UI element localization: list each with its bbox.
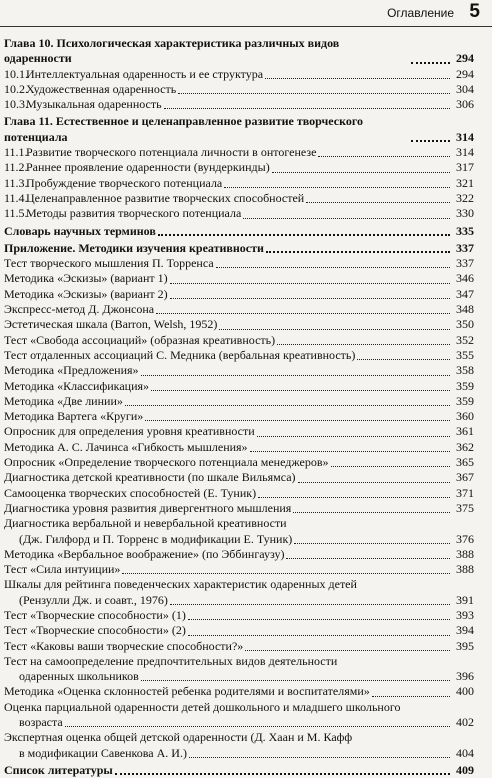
section-number: 11.3. <box>4 175 28 190</box>
dot-leader <box>372 696 450 697</box>
toc-section[interactable] <box>4 97 474 112</box>
dot-leader <box>331 466 450 467</box>
toc-page-number: 395 <box>456 638 474 653</box>
dot-leader <box>170 298 450 299</box>
toc-entry-title: Методика «Оценка склонностей ребенка родителями и воспитателями» <box>4 684 370 699</box>
dot-leader <box>243 218 450 219</box>
toc-page-number: 394 <box>456 623 474 638</box>
dot-leader <box>170 604 450 605</box>
toc-entry-title: Методика «Предложения» <box>4 363 139 378</box>
toc-entry-title: Тест «Сила интуиции» <box>4 562 121 577</box>
toc-page-number: 371 <box>456 485 474 500</box>
toc-entry-title: Тест «Творческие способности» (2) <box>4 623 186 638</box>
toc-item[interactable] <box>4 287 474 302</box>
dot-leader <box>141 375 450 376</box>
toc-item[interactable] <box>4 455 474 470</box>
toc-page-number: 393 <box>456 607 474 622</box>
toc-entry-title-continued: (Рензулли Дж. и соавт., 1976) <box>19 592 168 607</box>
toc-entry-title: Методика «Две линии» <box>4 393 123 408</box>
toc-page-number: 346 <box>456 271 474 286</box>
toc-entry-title: Шкалы для рейтинга поведенческих характеристик одаренных детей <box>4 577 357 592</box>
toc-section[interactable] <box>4 82 474 97</box>
toc-entry-title: Тест творческого мышления П. Торренса <box>4 256 214 271</box>
toc-page-number: 348 <box>456 302 474 317</box>
toc-item[interactable] <box>4 440 474 455</box>
toc-item[interactable] <box>4 409 474 424</box>
dot-leader <box>145 420 450 421</box>
toc-entry-title: Раннее проявление одаренности (вундеркинды) <box>26 160 270 175</box>
toc-item[interactable] <box>4 317 474 332</box>
toc-section[interactable] <box>4 206 474 221</box>
toc-entry-title: Список литературы <box>4 762 113 777</box>
dot-leader <box>318 156 450 157</box>
toc-item[interactable] <box>4 516 474 531</box>
toc-page-number: 388 <box>456 546 474 561</box>
dot-leader <box>188 635 450 636</box>
toc-page-number: 352 <box>456 332 474 347</box>
toc-entry-title: Эстетическая шкала (Barron, Welsh, 1952) <box>4 317 218 332</box>
toc-item[interactable] <box>4 623 474 638</box>
toc-entry-title: Опросник для определения уровня креативности <box>4 424 255 439</box>
toc-section[interactable] <box>4 160 474 175</box>
toc-page-number: 355 <box>456 347 474 362</box>
toc-item[interactable] <box>4 715 474 730</box>
dot-leader <box>293 512 450 513</box>
toc-page-number: 362 <box>456 439 474 454</box>
dot-leader <box>219 329 450 330</box>
toc-item[interactable] <box>4 256 474 271</box>
toc-entry-title: Методика А. С. Лачинса «Гибкость мышления» <box>4 439 248 454</box>
toc-entry-title: Тест на самоопределение предпочтительных видов деятельности <box>4 653 338 668</box>
toc-section[interactable] <box>4 176 474 191</box>
toc-page-number: 376 <box>456 531 474 546</box>
toc-page-number: 304 <box>456 81 474 96</box>
toc-entry-title: Методика «Эскизы» (вариант 2) <box>4 286 168 301</box>
running-title: Оглавление <box>387 6 454 20</box>
dot-leader <box>156 313 450 314</box>
toc-item[interactable] <box>4 424 474 439</box>
dot-leader <box>411 62 450 64</box>
toc-entry-title: Словарь научных терминов <box>4 223 156 238</box>
toc-section[interactable] <box>4 145 474 160</box>
dot-leader <box>151 390 450 391</box>
dot-leader <box>189 757 450 758</box>
toc-page-number: 335 <box>456 223 474 238</box>
dot-leader <box>411 140 450 142</box>
toc-item[interactable] <box>4 363 474 378</box>
toc-item[interactable] <box>4 608 474 623</box>
toc-section[interactable] <box>4 67 474 82</box>
toc-page-number: 294 <box>456 66 474 81</box>
toc-page-number: 314 <box>456 145 474 160</box>
toc-entry-title: Самооценка творческих способностей (Е. Туник) <box>4 485 257 500</box>
dot-leader <box>170 283 450 284</box>
toc-page-number: 337 <box>456 240 474 255</box>
dot-leader <box>164 108 450 109</box>
toc-entry-title-continued: возраста <box>19 715 63 730</box>
toc-entry-title: Методы развития творческого потенциала <box>26 206 242 221</box>
toc-entry-title: Тест «Каковы ваши творческие способности?» <box>4 638 244 653</box>
toc-item[interactable] <box>4 669 474 684</box>
toc-page-number: 409 <box>456 762 474 777</box>
toc-item[interactable] <box>4 639 474 654</box>
toc-entry-title: Экспертная оценка общей детской одаренности (Д. Хаан и М. Кафф <box>4 730 353 745</box>
toc-item[interactable] <box>4 333 474 348</box>
table-of-contents <box>4 36 474 778</box>
toc-item[interactable] <box>4 394 474 409</box>
toc-entry-title: Опросник «Определение творческого потенциала менеджеров» <box>4 455 329 470</box>
dot-leader <box>122 573 450 574</box>
toc-item[interactable] <box>4 348 474 363</box>
toc-entry-title: Интеллектуальная одаренность и ее структура <box>26 66 264 81</box>
toc-page-number: 337 <box>456 256 474 271</box>
toc-item[interactable] <box>4 746 474 761</box>
toc-entry-title: Методика «Эскизы» (вариант 1) <box>4 271 168 286</box>
section-number: 11.4. <box>4 190 28 205</box>
dot-leader <box>257 436 450 437</box>
toc-page-number: 330 <box>456 206 474 221</box>
toc-entry-title: Диагностика уровня развития дивергентного мышления <box>4 500 292 515</box>
dot-leader <box>245 650 450 651</box>
section-number: 11.1. <box>4 145 28 160</box>
dot-leader <box>188 619 450 620</box>
toc-item[interactable] <box>4 470 474 485</box>
page-number: 5 <box>469 1 480 22</box>
toc-item[interactable] <box>4 654 474 669</box>
dot-leader <box>265 78 450 79</box>
toc-item[interactable] <box>4 730 474 745</box>
toc-item[interactable] <box>4 700 474 715</box>
toc-page-number: 321 <box>456 175 474 190</box>
section-number: 10.3. <box>4 97 28 112</box>
toc-item[interactable] <box>4 271 474 286</box>
dot-leader <box>277 344 450 345</box>
toc-item[interactable] <box>4 486 474 501</box>
toc-item[interactable] <box>4 302 474 317</box>
toc-entry-title-continued: в модификации Савенкова А. И.) <box>19 745 187 760</box>
dot-leader <box>272 172 450 173</box>
toc-section[interactable] <box>4 191 474 206</box>
dot-leader <box>158 234 450 236</box>
toc-entry-title: Приложение. Методики изучения креативности <box>4 240 264 255</box>
dot-leader <box>125 405 450 406</box>
toc-entry-title: Тест отдаленных ассоциаций С. Медника (вербальная креативность) <box>4 347 356 362</box>
toc-entry-title: Глава 10. Психологическая характеристика различных видов одаренности <box>4 36 340 66</box>
section-number: 10.2. <box>4 81 28 96</box>
toc-chapter[interactable] <box>4 224 474 239</box>
toc-entry-title: Тест «Свобода ассоциаций» (образная креативность) <box>4 332 276 347</box>
toc-entry-title: Пробуждение творческого потенциала <box>26 175 223 190</box>
toc-page-number: 400 <box>456 684 474 699</box>
toc-page-number: 396 <box>456 669 474 684</box>
toc-entry-title: Музыкальная одаренность <box>26 97 162 112</box>
toc-page-number: 317 <box>456 160 474 175</box>
dot-leader <box>141 680 450 681</box>
dot-leader <box>65 726 450 727</box>
toc-item[interactable] <box>4 501 474 516</box>
dot-leader <box>266 251 450 253</box>
toc-entry-title: Художественная одаренность <box>26 81 177 96</box>
toc-entry-title: Экспресс-метод Д. Джонсона <box>4 302 155 317</box>
page-header <box>0 0 492 27</box>
toc-page-number: 347 <box>456 286 474 301</box>
toc-page-number: 402 <box>456 715 474 730</box>
section-number: 10.1. <box>4 66 28 81</box>
toc-entry-title: Методика «Классификация» <box>4 378 150 393</box>
toc-page-number: 322 <box>456 190 474 205</box>
toc-page-number: 391 <box>456 592 474 607</box>
toc-page-number: 375 <box>456 500 474 515</box>
toc-entry-title: Целенаправленное развитие творческих способностей <box>26 190 305 205</box>
toc-entry-title: Диагностика детской креативности (по шкале Вильямса) <box>4 470 296 485</box>
toc-item[interactable] <box>4 577 474 592</box>
toc-chapter[interactable] <box>4 241 474 256</box>
toc-entry-title-continued: (Дж. Гилфорд и П. Торренс в модификации Е. Туник) <box>19 531 293 546</box>
dot-leader <box>306 202 450 203</box>
toc-page-number: 359 <box>456 378 474 393</box>
section-number: 11.5. <box>4 206 28 221</box>
toc-page-number: 388 <box>456 562 474 577</box>
toc-page-number: 367 <box>456 470 474 485</box>
toc-item[interactable] <box>4 547 474 562</box>
toc-page-number: 306 <box>456 97 474 112</box>
toc-page-number: 314 <box>456 129 474 144</box>
toc-page-number: 404 <box>456 745 474 760</box>
toc-entry-title: Развитие творческого потенциала личности в онтогенезе <box>26 145 317 160</box>
section-number: 11.2. <box>4 160 28 175</box>
toc-entry-title: Глава 11. Естественное и целенаправленное развитие творческого потенциала <box>4 114 363 144</box>
toc-chapter[interactable] <box>4 36 474 67</box>
toc-page-number: 360 <box>456 409 474 424</box>
toc-entry-title: Методика «Вербальное воображение» (по Эббингаузу) <box>4 546 285 561</box>
toc-entry-title-continued: одаренных школьников <box>19 669 139 684</box>
dot-leader <box>115 773 450 775</box>
dot-leader <box>294 543 450 544</box>
toc-item[interactable] <box>4 379 474 394</box>
toc-entry-title: Оценка парциальной одаренности детей дошкольного и младшего школьного <box>4 699 401 714</box>
dot-leader <box>178 93 450 94</box>
dot-leader <box>286 558 450 559</box>
toc-chapter[interactable] <box>4 763 474 778</box>
toc-item[interactable] <box>4 684 474 699</box>
toc-item[interactable] <box>4 593 474 608</box>
toc-item[interactable] <box>4 532 474 547</box>
toc-page-number: 294 <box>456 51 474 66</box>
dot-leader <box>298 482 450 483</box>
dot-leader <box>250 451 450 452</box>
toc-entry-title: Диагностика вербальной и невербальной креативности <box>4 516 287 531</box>
toc-entry-title: Методика Вартега «Круги» <box>4 409 144 424</box>
toc-chapter[interactable] <box>4 114 474 145</box>
toc-entry-title: Тест «Творческие способности» (1) <box>4 607 186 622</box>
toc-page-number: 350 <box>456 317 474 332</box>
toc-page-number: 358 <box>456 363 474 378</box>
dot-leader <box>216 267 450 268</box>
dot-leader <box>224 187 450 188</box>
toc-page-number: 359 <box>456 393 474 408</box>
toc-item[interactable] <box>4 562 474 577</box>
dot-leader <box>258 497 450 498</box>
toc-page-number: 365 <box>456 455 474 470</box>
dot-leader <box>357 359 450 360</box>
toc-page-number: 361 <box>456 424 474 439</box>
